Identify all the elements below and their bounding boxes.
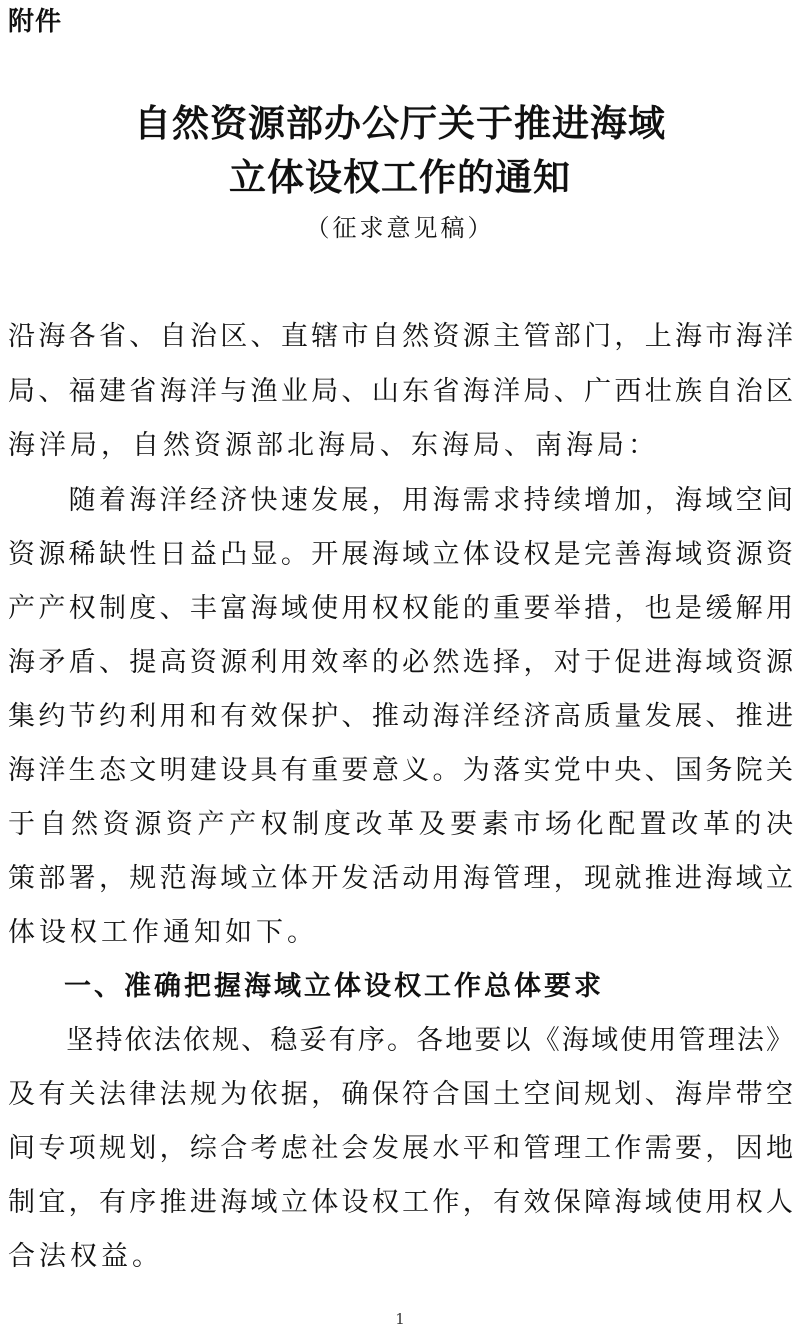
address-line: 局、福建省海洋与渔业局、山东省海洋局、广西壮族自治区	[8, 376, 793, 407]
document-title-line-2: 立体设权工作的通知	[229, 156, 571, 199]
page-number: 1	[395, 1310, 405, 1328]
paragraph-line: 于自然资源资产产权制度改革及要素市场化配置改革的决	[8, 809, 793, 840]
paragraph-line: 资源稀缺性日益凸显。开展海域立体设权是完善海域资源资	[8, 539, 793, 570]
paragraph-line: 合法权益。	[8, 1241, 163, 1272]
paragraph-line: 及有关法律法规为依据，确保符合国土空间规划、海岸带空	[8, 1079, 793, 1110]
paragraph-line: 间专项规划，综合考虑社会发展水平和管理工作需要，因地	[8, 1133, 793, 1164]
paragraph-line: 体设权工作通知如下。	[8, 917, 318, 948]
section-heading-1: 一、准确把握海域立体设权工作总体要求	[64, 971, 604, 1002]
paragraph-line: 产产权制度、丰富海域使用权权能的重要举措，也是缓解用	[8, 593, 793, 624]
paragraph-line: 制宜，有序推进海域立体设权工作，有效保障海域使用权人	[8, 1187, 793, 1218]
address-line: 沿海各省、自治区、直辖市自然资源主管部门，上海市海洋	[8, 321, 793, 352]
document-title-line-1: 自然资源部办公厅关于推进海域	[134, 102, 666, 145]
paragraph-line: 集约节约利用和有效保护、推动海洋经济高质量发展、推进	[8, 701, 793, 732]
paragraph-line: 策部署，规范海域立体开发活动用海管理，现就推进海域立	[8, 863, 793, 894]
address-line: 海洋局，自然资源部北海局、东海局、南海局：	[8, 430, 659, 461]
paragraph-line: 坚持依法依规、稳妥有序。各地要以《海域使用管理法》	[8, 1025, 793, 1056]
paragraph-line: 海洋生态文明建设具有重要意义。为落实党中央、国务院关	[8, 755, 793, 786]
paragraph-line: 随着海洋经济快速发展，用海需求持续增加，海域空间	[8, 485, 793, 516]
attachment-label: 附件	[8, 7, 63, 37]
document-subtitle: （征求意见稿）	[305, 214, 495, 242]
paragraph-line: 海矛盾、提高资源利用效率的必然选择，对于促进海域资源	[8, 647, 793, 678]
